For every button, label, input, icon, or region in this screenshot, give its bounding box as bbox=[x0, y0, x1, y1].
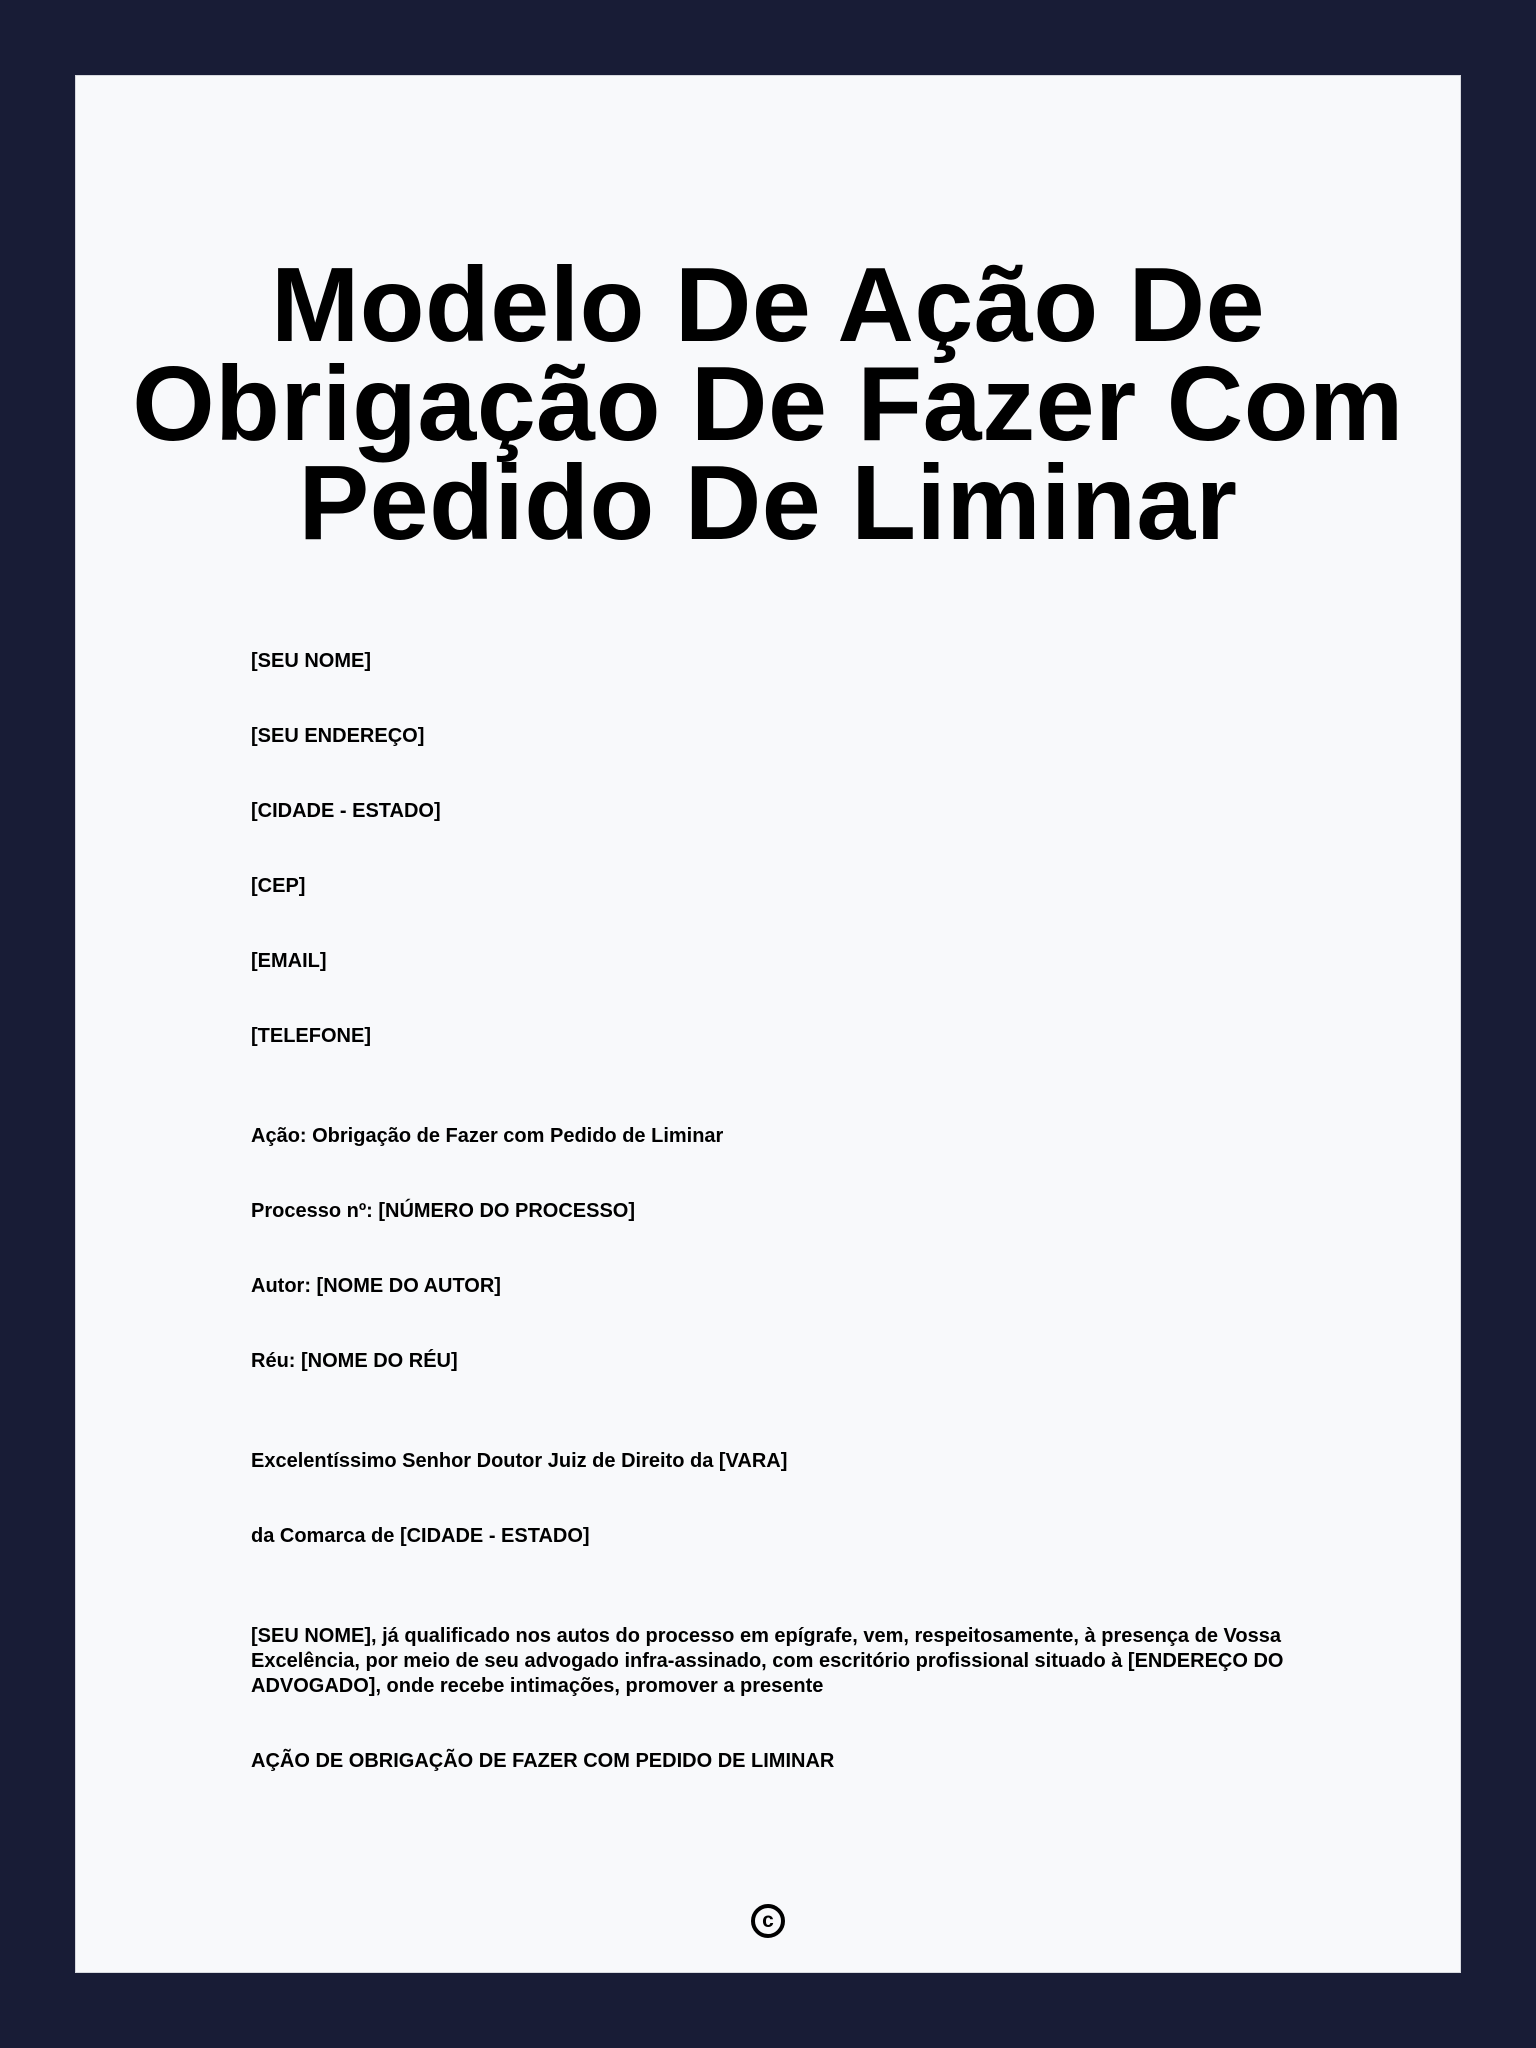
case-process-number: Processo nº: [NÚMERO DO PROCESSO] bbox=[251, 1200, 636, 1222]
document-title: Modelo De Ação De Obrigação De Fazer Com Pedido De Liminar bbox=[132, 246, 1404, 562]
sender-cep: [CEP] bbox=[251, 875, 306, 897]
copyright-icon: c bbox=[751, 1904, 785, 1938]
addressee-line-1: Excelentíssimo Senhor Doutor Juiz de Direito da [VARA] bbox=[251, 1450, 788, 1472]
case-action: Ação: Obrigação de Fazer com Pedido de Liminar bbox=[251, 1125, 724, 1147]
document-page bbox=[75, 75, 1461, 1973]
sender-city-state: [CIDADE - ESTADO] bbox=[251, 800, 441, 822]
sender-email: [EMAIL] bbox=[251, 950, 327, 972]
case-author: Autor: [NOME DO AUTOR] bbox=[251, 1275, 501, 1297]
sender-address: [SEU ENDEREÇO] bbox=[251, 725, 425, 747]
case-defendant: Réu: [NOME DO RÉU] bbox=[251, 1350, 458, 1372]
copyright-footer bbox=[76, 1904, 1460, 1938]
action-heading: AÇÃO DE OBRIGAÇÃO DE FAZER COM PEDIDO DE LIMINAR bbox=[251, 1750, 835, 1772]
sender-phone: [TELEFONE] bbox=[251, 1025, 371, 1047]
sender-name: [SEU NOME] bbox=[251, 650, 371, 672]
addressee-line-2: da Comarca de [CIDADE - ESTADO] bbox=[251, 1525, 590, 1547]
intro-paragraph: [SEU NOME], já qualificado nos autos do processo em epígrafe, vem, respeitosamente, à presença de Vossa Excelência, por meio de seu advogado infra-assinado, com escritório profissional situado à [ENDEREÇO DO ADVOGADO], onde recebe intimações, promover a presente bbox=[251, 1625, 1284, 1697]
